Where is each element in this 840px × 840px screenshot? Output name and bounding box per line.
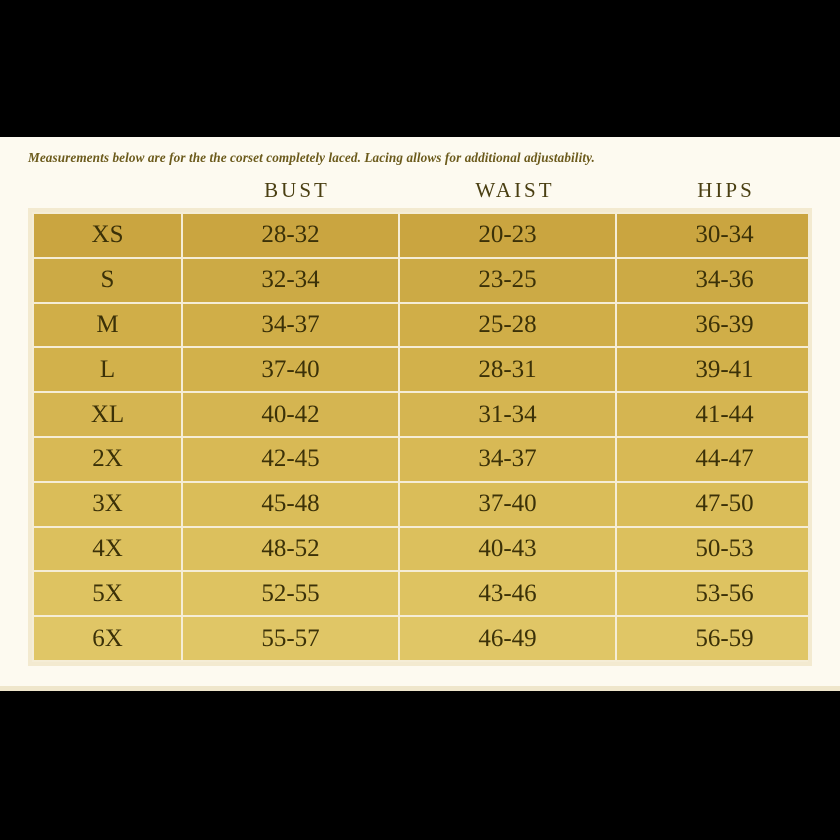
cell-bust: 42-45 [182, 437, 399, 482]
cell-waist: 40-43 [399, 527, 616, 572]
cell-size: 4X [33, 527, 182, 572]
table-row [33, 616, 812, 661]
cell-size: XL [33, 392, 182, 437]
table-row [33, 437, 812, 482]
table-row [33, 213, 812, 258]
cell-hips: 34-36 [616, 258, 812, 303]
cell-size: M [33, 303, 182, 348]
cell-waist: 34-37 [399, 437, 616, 482]
cell-waist: 31-34 [399, 392, 616, 437]
cell-hips: 56-59 [616, 616, 812, 661]
table-row [33, 347, 812, 392]
size-table [32, 212, 812, 662]
column-headers [28, 178, 812, 206]
table-row [33, 482, 812, 527]
size-table-body [33, 213, 812, 661]
cell-waist: 46-49 [399, 616, 616, 661]
measurement-note: Measurements below are for the the corset completely laced. Lacing allows for additional adjustability. [28, 150, 595, 165]
cell-size: 2X [33, 437, 182, 482]
cell-waist: 28-31 [399, 347, 616, 392]
cell-bust: 28-32 [182, 213, 399, 258]
cell-hips: 50-53 [616, 527, 812, 572]
table-row [33, 571, 812, 616]
column-header-bust: BUST [264, 178, 330, 202]
table-row [33, 303, 812, 348]
table-row [33, 527, 812, 572]
cell-size: L [33, 347, 182, 392]
cell-hips: 36-39 [616, 303, 812, 348]
cell-waist: 23-25 [399, 258, 616, 303]
cell-waist: 25-28 [399, 303, 616, 348]
cell-bust: 48-52 [182, 527, 399, 572]
cell-hips: 41-44 [616, 392, 812, 437]
cell-size: XS [33, 213, 182, 258]
cell-size: S [33, 258, 182, 303]
column-header-waist: WAIST [475, 178, 555, 202]
cell-size: 5X [33, 571, 182, 616]
cell-hips: 47-50 [616, 482, 812, 527]
table-row [33, 258, 812, 303]
column-header-hips: HIPS [697, 178, 755, 202]
cell-bust: 45-48 [182, 482, 399, 527]
cell-bust: 52-55 [182, 571, 399, 616]
cell-size: 3X [33, 482, 182, 527]
cell-bust: 34-37 [182, 303, 399, 348]
cell-bust: 40-42 [182, 392, 399, 437]
size-table-frame [28, 208, 812, 666]
size-chart-sheet [0, 137, 840, 691]
cell-bust: 37-40 [182, 347, 399, 392]
cell-hips: 53-56 [616, 571, 812, 616]
cell-bust: 32-34 [182, 258, 399, 303]
cell-waist: 20-23 [399, 213, 616, 258]
cell-waist: 37-40 [399, 482, 616, 527]
cell-bust: 55-57 [182, 616, 399, 661]
cell-hips: 44-47 [616, 437, 812, 482]
cell-waist: 43-46 [399, 571, 616, 616]
table-row [33, 392, 812, 437]
cell-size: 6X [33, 616, 182, 661]
cell-hips: 30-34 [616, 213, 812, 258]
size-chart-content [10, 142, 830, 683]
bottom-divider [0, 686, 840, 691]
cell-hips: 39-41 [616, 347, 812, 392]
